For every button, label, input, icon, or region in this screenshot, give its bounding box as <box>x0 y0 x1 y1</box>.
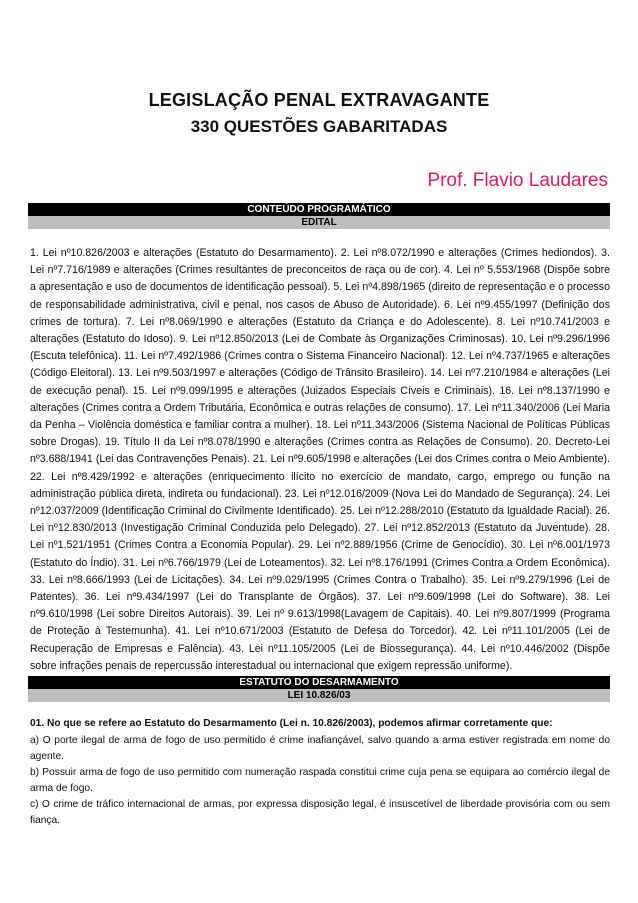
section-bar-estatuto: ESTATUTO DO DESARMAMENTO <box>28 676 610 689</box>
author-name: Prof. Flavio Laudares <box>427 170 608 191</box>
section-bar-conteudo: CONTEÚDO PROGRAMÁTICO <box>28 203 610 216</box>
question-option-a: a) O porte ilegal de arma de fogo de uso permitido é crime inafiançável, salvo quando a arma estiver registrada em nome do agente. <box>30 735 610 762</box>
syllabus-paragraph: 1. Lei nº10.826/2003 e alterações (Estatuto do Desarmamento). 2. Lei nº8.072/1990 e alterações (Crimes hediondos). 3. Lei nº7.716/1989 e alterações (Crimes resultantes de preconceitos de raça ou de cor). 4. Lei nº 5.553/1968 (Dispõe sobre a apresentação e uso de documentos de identificação pessoal). 5. Lei nº4.898/1965 (direito de representação e o processo de responsabilidade administrativa, civil e penal, nos casos de Abuso de Autoridade). 6. Lei nº9.455/1997 (Definição dos crimes de tortura). 7. Lei nº8.069/1990 e alterações (Estatuto da Criança e do Adolescente). 8. Lei nº10.741/2003 e alterações (Estatuto do Idoso). 9. Lei nº12.850/2013 (Lei de Combate às Organizações Criminosas). 10. Lei nº9.296/1996 (Escuta telefônica). 11. Lei nº7.492/1986 (Crimes contra o Sistema Financeiro Nacional). 12. Lei nº4.737/1965 e alterações (Código Eleitoral). 13. Lei nº9.503/1997 e alterações (Código de Trânsito Brasileiro). 14. Lei nº7.210/1984 e alterações (Lei de execução penal). 15. Lei nº9.099/1995 e alterações (Juizados Especiais Cíveis e Criminais). 16. Lei nº8.137/1990 e alterações (Crimes contra a Ordem Tributária, Econômica e outras relações de consumo). 17. Lei nº11.340/2006 (Lei Maria da Penha – Violência doméstica e familiar contra a mulher). 18. Lei nº11.343/2006 (Sistema Nacional de Políticas Públicas sobre Drogas). 19. Título II da Lei nº8.078/1990 e alterações (Crimes contra as Relações de Consumo). 20. Decreto-Lei nº3.688/1941 (Lei das Contravenções Penais). 21. Lei nº9.605/1998 e alterações (Lei dos Crimes contra o Meio Ambiente). 22. Lei nº8.429/1992 e alterações (enriquecimento ilícito no exercício de mandato, cargo, emprego ou função na administração pública direta, indireta ou fundacional). 23. Lei nº12.016/2009 (Nova Lei do Mandado de Segurança). 24. Lei nº12.037/2009 (Identificação Criminal do Civilmente Identificado). 25. Lei nº12.288/2010 (Estatuto da Igualdade Racial). 26. Lei nº12.830/2013 (Investigação Criminal Conduzida pelo Delegado). 27. Lei nº12.852/2013 (Estatuto da Juventude). 28. Lei nº1.521/1951 (Crimes Contra a Economia Popular). 29. Lei nº2.889/1956 (Crime de Genocídio). 30. Lei nº6.001/1973 (Estatuto do Índio). 31. Lei nº6.766/1979 (Lei de Loteamentos). 32. Lei nº8.176/1991 (Crimes Contra a Ordem Econômica). 33. Lei nº8.666/1993 (Lei de Licitações). 34. Lei nº9.029/1995 (Crimes Contra o Trabalho). 35. Lei nº9.279/1996 (Lei de Patentes). 36. Lei nº9.434/1997 (Lei do Transplante de Órgãos). 37. Lei nº9.609/1998 (Lei do Software). 38. Lei nº9.610/1998 (Lei sobre Direitos Autorais). 39. Lei nº 9.613/1998(Lavagem de Capitais). 40. Lei nº9.807/1999 (Programa de Proteção à Testemunha). 41. Lei nº10.671/2003 (Estatuto de Defesa do Torcedor). 42. Lei nº11.101/2005 (Lei de Recuperação de Empresas e Falência). 43. Lei nº11.105/2005 (Lei de Biossegurança). 44. Lei nº10.446/2002 (Dispõe sobre infrações penais de repercussão interestadual ou internacional que exigem repressão uniforme). <box>30 247 610 672</box>
document-subtitle: 330 QUESTÕES GABARITADAS <box>190 117 448 136</box>
section-bar-edital: EDITAL <box>28 216 610 229</box>
document-title: LEGISLAÇÃO PENAL EXTRAVAGANTE <box>148 90 490 110</box>
section-bar-lei: LEI 10.826/03 <box>28 689 610 702</box>
question-option-c: c) O crime de tráfico internacional de armas, por expressa disposição legal, é insuscetível de liberdade provisória com ou sem fiança. <box>30 799 610 826</box>
question-stem: 01. No que se refere ao Estatuto do Desarmamento (Lei n. 10.826/2003), podemos afirmar corretamente que: <box>30 718 553 729</box>
question-option-b: b) Possuir arma de fogo de uso permitido com numeração raspada constitui crime cuja pena se equipara ao comércio ilegal de arma de fogo. <box>30 767 610 794</box>
